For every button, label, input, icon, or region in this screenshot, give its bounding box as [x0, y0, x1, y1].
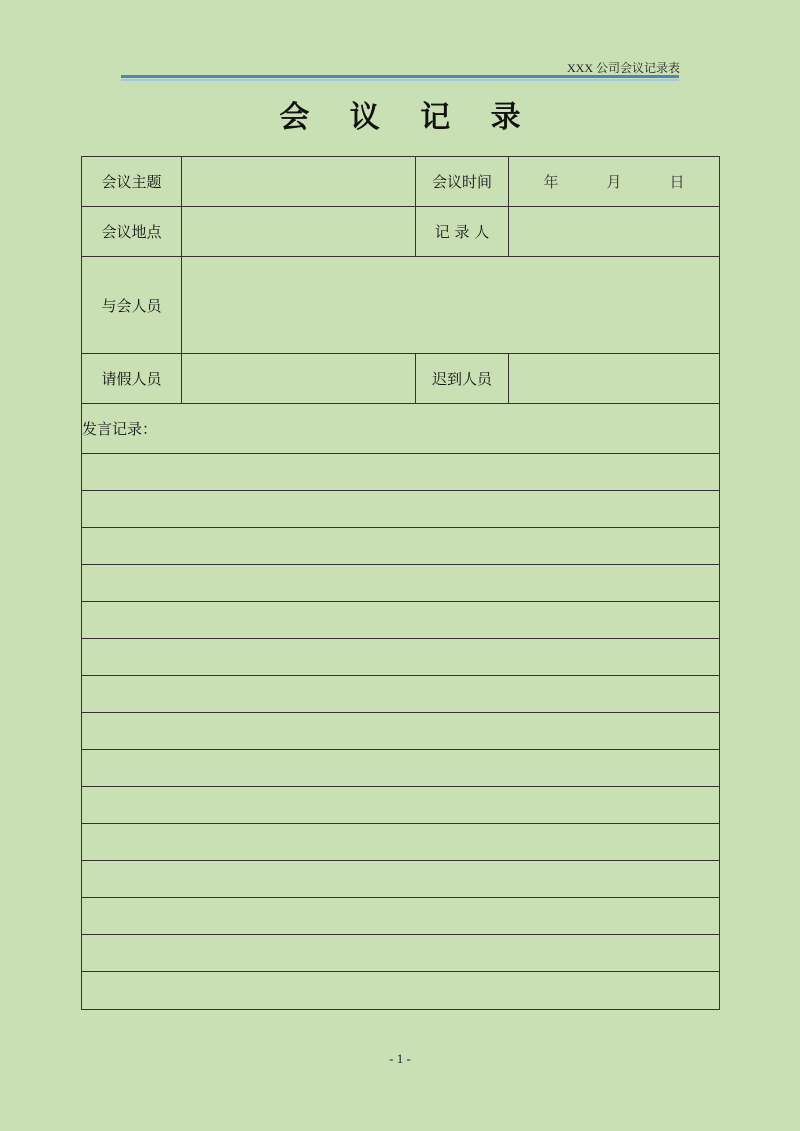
page-number: - 1 -	[389, 1051, 411, 1066]
speech-line[interactable]	[82, 750, 720, 787]
speech-line[interactable]	[82, 787, 720, 824]
speech-line[interactable]	[82, 565, 720, 602]
recorder-field[interactable]	[509, 207, 720, 257]
speech-line[interactable]	[82, 491, 720, 528]
topic-label: 会议主题	[82, 157, 182, 207]
speech-line[interactable]	[82, 454, 720, 491]
header-rule	[121, 75, 679, 78]
document-title: 会 议 记 录	[279, 100, 536, 135]
time-field[interactable]	[509, 157, 720, 207]
leave-label: 请假人员	[82, 354, 182, 404]
time-label: 会议时间	[416, 157, 509, 207]
running-header: XXX 公司会议记录表	[567, 61, 680, 75]
speech-line[interactable]	[82, 898, 720, 935]
attendees-label: 与会人员	[82, 257, 182, 354]
speech-line[interactable]	[82, 824, 720, 861]
late-field[interactable]	[509, 354, 720, 404]
date-month-label: 月	[606, 173, 622, 191]
speech-record-label: 发言记录：	[82, 404, 720, 454]
header-rule-secondary	[121, 79, 679, 81]
speech-line[interactable]	[82, 972, 720, 1010]
attendees-field[interactable]	[182, 257, 720, 354]
speech-line[interactable]	[82, 713, 720, 750]
location-label: 会议地点	[82, 207, 182, 257]
location-field[interactable]	[182, 207, 416, 257]
topic-field[interactable]	[182, 157, 416, 207]
date-year-label: 年	[543, 173, 559, 191]
leave-field[interactable]	[182, 354, 416, 404]
speech-line[interactable]	[82, 861, 720, 898]
speech-line[interactable]	[82, 528, 720, 565]
recorder-label: 记 录 人	[416, 207, 509, 257]
late-label: 迟到人员	[416, 354, 509, 404]
speech-line[interactable]	[82, 935, 720, 972]
speech-line[interactable]	[82, 676, 720, 713]
date-day-label: 日	[669, 173, 685, 191]
meeting-record-form	[81, 156, 720, 1010]
speech-line[interactable]	[82, 639, 720, 676]
speech-line[interactable]	[82, 602, 720, 639]
